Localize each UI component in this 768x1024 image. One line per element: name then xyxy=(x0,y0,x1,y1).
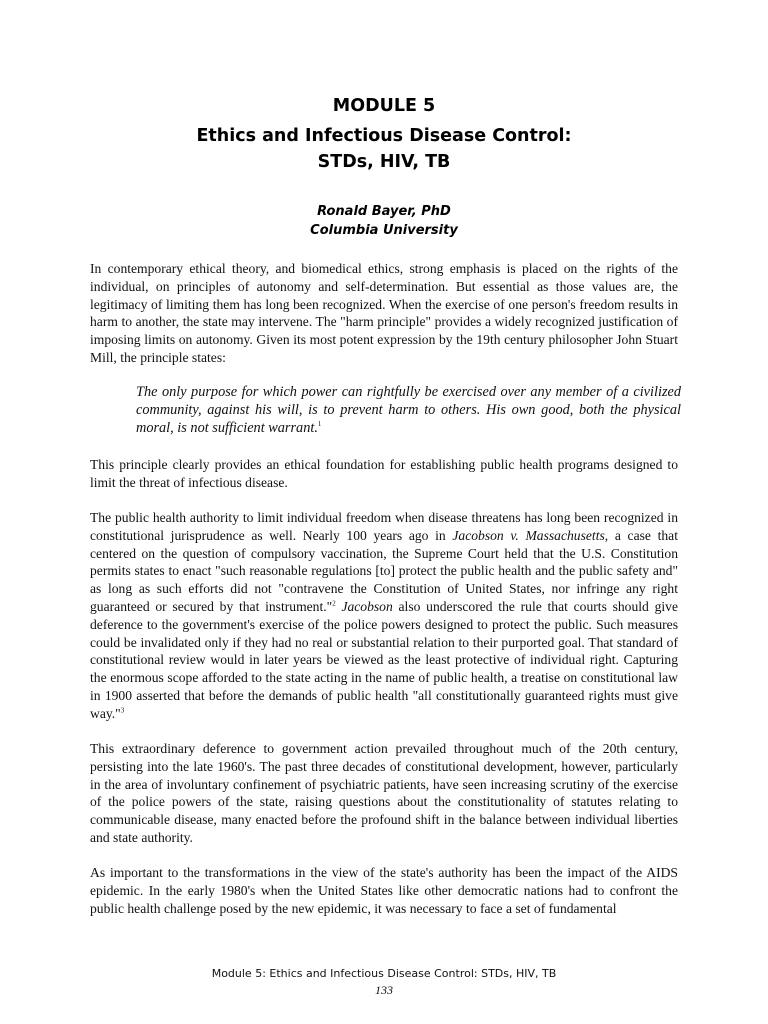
page-footer xyxy=(0,966,768,998)
footnote-ref-3: 3 xyxy=(120,706,125,715)
paragraph-harm-principle-text: This principle clearly provides an ethical foundation for establishing public health programs designed to limit the threat of infectious disease. xyxy=(90,457,678,490)
title-block xyxy=(0,92,768,176)
paragraph-harm-principle xyxy=(90,456,678,492)
author-name: Ronald Bayer, PhD xyxy=(317,204,451,219)
case-citation-short: Jacobson xyxy=(341,598,393,614)
author-block xyxy=(0,202,768,240)
paragraph-intro xyxy=(90,260,678,367)
paragraph-intro-text: In contemporary ethical theory, and biomedical ethics, strong emphasis is placed on the rights of the individual, on principles of autonomy and self-determination. But essential as those values are, the legitimacy of limiting them has long been recognized. When the exercise of one person's freedom results in harm to another, the state may intervene. The "harm principle" provides a widely recognized justification of imposing limits on autonomy. Given its most potent expression by the 19th century philosopher John Stuart Mill, the principle states: xyxy=(90,261,678,365)
running-title: Module 5: Ethics and Infectious Disease Control: STDs, HIV, TB xyxy=(211,967,557,980)
mill-quote-text: The only purpose for which power can rightfully be exercised over any member of a civilized community, against his will, is to prevent harm to others. His own good, both the physical moral, is not sufficient warrant. xyxy=(136,384,681,436)
paragraph-jacobson xyxy=(90,509,678,723)
jacobson-text-c: also underscored the rule that courts should give deference to the government's exercise of the police powers designed to protect the public. Such measures could be invalidated only if they had no real or substantial relation to their purported goal. That standard of constitutional review would in later years be viewed as the least protective of individual right. Capturing the enormous scope afforded to the state acting in the name of public health, a treatise on constitutional law in 1900 asserted that before the demands of public health "all constitutionally guaranteed rights must give way." xyxy=(90,598,678,721)
paragraph-jacobson-text xyxy=(90,509,678,723)
module-title-line-2: STDs, HIV, TB xyxy=(317,152,451,172)
author-affiliation: Columbia University xyxy=(310,223,458,238)
jacobson-text-a: The public health authority to limit individual freedom when disease threatens has long been recognized in constitutional jurisprudence as well. Nearly 100 years ago in xyxy=(90,510,678,543)
paragraph-deference-text: This extraordinary deference to government action prevailed throughout much of the 20th century, persisting into the late 1960's. The past three decades of constitutional development, however, particularly in the area of involuntary confinement of psychiatric patients, have seen increasing scrutiny of the exercise of the police powers of the state, raising questions about the constitutionality of statutes relating to communicable disease, many enacted before the profound shift in the balance between individual liberties and state authority. xyxy=(90,741,678,845)
mill-quote xyxy=(136,383,681,437)
paragraph-aids-text: As important to the transformations in the view of the state's authority has been the impact of the AIDS epidemic. In the early 1980's when the United States like other democratic nations had to confront the public health challenge posed by the new epidemic, it was necessary to face a set of fundamental xyxy=(90,865,678,916)
paragraph-aids xyxy=(90,864,678,917)
page-number: 133 xyxy=(375,983,393,997)
footnote-ref-1: 1 xyxy=(317,420,322,429)
jacobson-text-b: , a case that centered on the question of compulsory vaccination, the Supreme Court held that the U.S. Constitution permits states to enact "such reasonable regulations [to] protect the public health and the public safety and" as long as such efforts did not "contravene the Constitution of United States, nor infringe any right guaranteed or secured by that instrument." xyxy=(90,527,678,614)
footnote-ref-2: 2 xyxy=(332,599,336,608)
paragraph-deference xyxy=(90,740,678,847)
module-label: MODULE 5 xyxy=(332,96,436,116)
case-citation: Jacobson v. Massachusetts xyxy=(452,527,605,543)
module-title-line-1: Ethics and Infectious Disease Control: xyxy=(196,126,572,146)
